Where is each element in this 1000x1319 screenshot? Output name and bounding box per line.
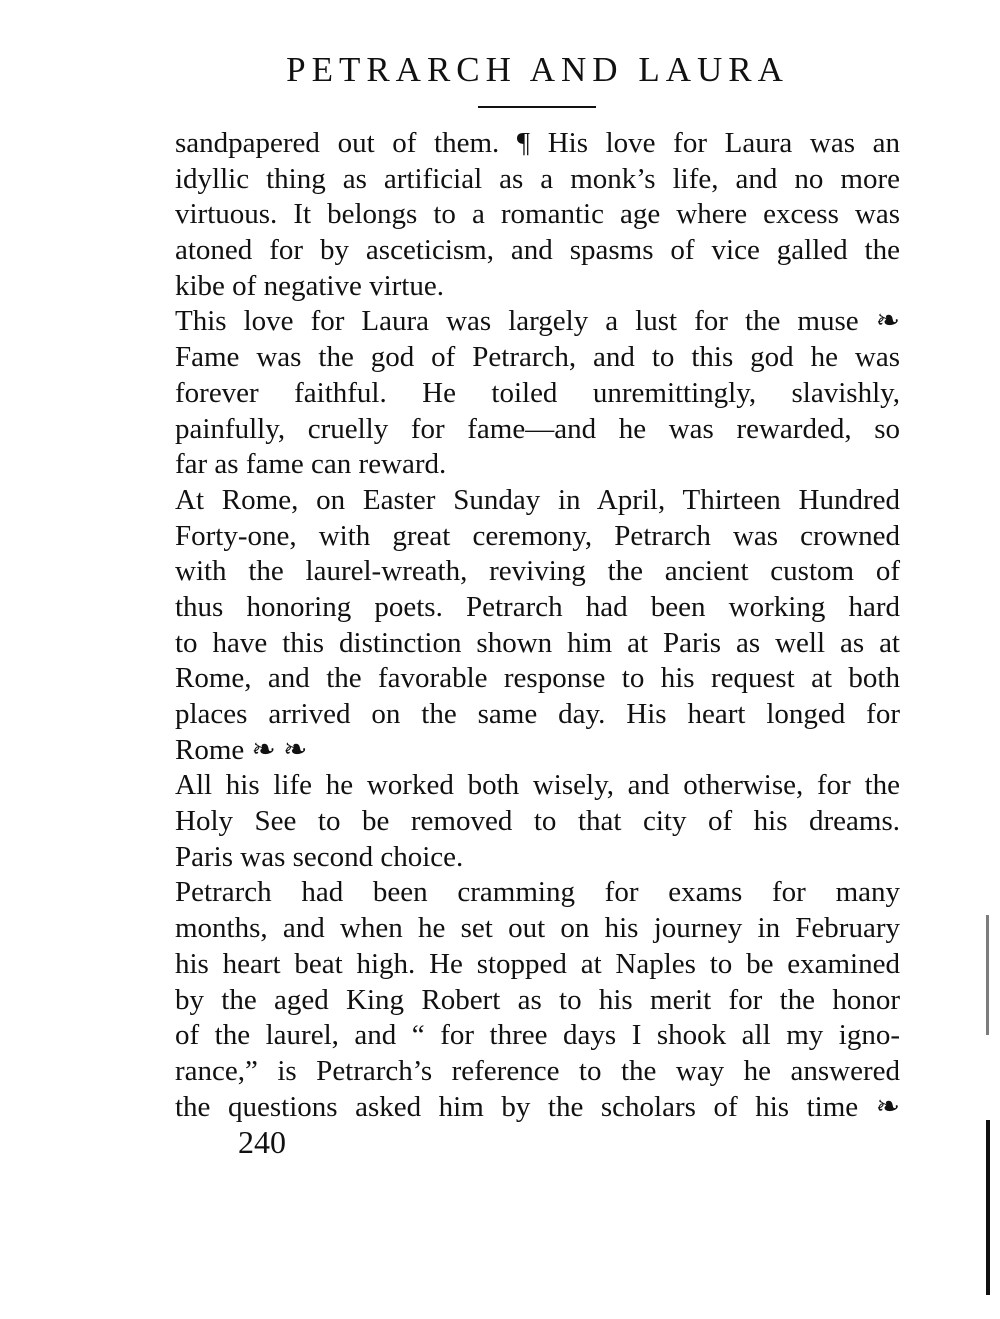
- page-number: 240: [238, 1124, 286, 1160]
- text-line: This love for Laura was largely a lust for the muse ❧: [175, 305, 900, 338]
- text-line: his heart beat high. He stopped at Naples to be examined: [175, 947, 900, 980]
- text-line: of the laurel, and “ for three days I shook all my igno-: [175, 1019, 900, 1052]
- text-line: Forty-one, with great ceremony, Petrarch was crowned: [175, 519, 900, 552]
- text-line: months, and when he set out on his journey in February: [175, 912, 900, 945]
- text-line: forever faithful. He toiled unremittingly, slavishly,: [175, 376, 900, 409]
- text-line: Holy See to be removed to that city of his dreams.: [175, 805, 900, 838]
- page-edge-mark: [986, 915, 989, 1035]
- text-line: idyllic thing as artificial as a monk’s life, and no more: [175, 162, 900, 195]
- text-line: Petrarch had been cramming for exams for many: [175, 876, 900, 909]
- text-line: with the laurel-wreath, reviving the ancient custom of: [175, 555, 900, 588]
- head-rule: [478, 106, 596, 108]
- text-line: to have this distinction shown him at Paris as well as at: [175, 626, 900, 659]
- body-text: [175, 126, 900, 1125]
- text-line: kibe of negative virtue.: [175, 269, 444, 302]
- text-line: thus honoring poets. Petrarch had been working hard: [175, 590, 900, 623]
- text-line: sandpapered out of them. ¶ His love for Laura was an: [175, 127, 900, 159]
- text-line: places arrived on the same day. His heart longed for: [175, 698, 900, 730]
- text-line: far as fame can reward.: [175, 448, 447, 481]
- text-line: Paris was second choice.: [175, 840, 464, 873]
- running-head: PETRARCH AND LAURA: [286, 50, 789, 89]
- text-line: Fame was the god of Petrarch, and to this god he was: [175, 341, 900, 374]
- text-line: the questions asked him by the scholars of his time ❧: [175, 1090, 900, 1123]
- text-line: At Rome, on Easter Sunday in April, Thirteen Hundred: [175, 483, 900, 516]
- text-line: Rome, and the favorable response to his request at both: [175, 662, 900, 695]
- text-line: Rome ❧ ❧: [175, 733, 308, 766]
- text-line: by the aged King Robert as to his merit for the honor: [175, 983, 900, 1016]
- text-line: All his life he worked both wisely, and otherwise, for the: [175, 769, 900, 802]
- text-line: painfully, cruelly for fame—and he was rewarded, so: [175, 412, 900, 445]
- text-line: rance,” is Petrarch’s reference to the way he answered: [175, 1054, 900, 1087]
- text-line: virtuous. It belongs to a romantic age where excess was: [175, 198, 900, 231]
- text-line: atoned for by asceticism, and spasms of vice galled the: [175, 234, 900, 267]
- page-edge-mark: [986, 1120, 990, 1295]
